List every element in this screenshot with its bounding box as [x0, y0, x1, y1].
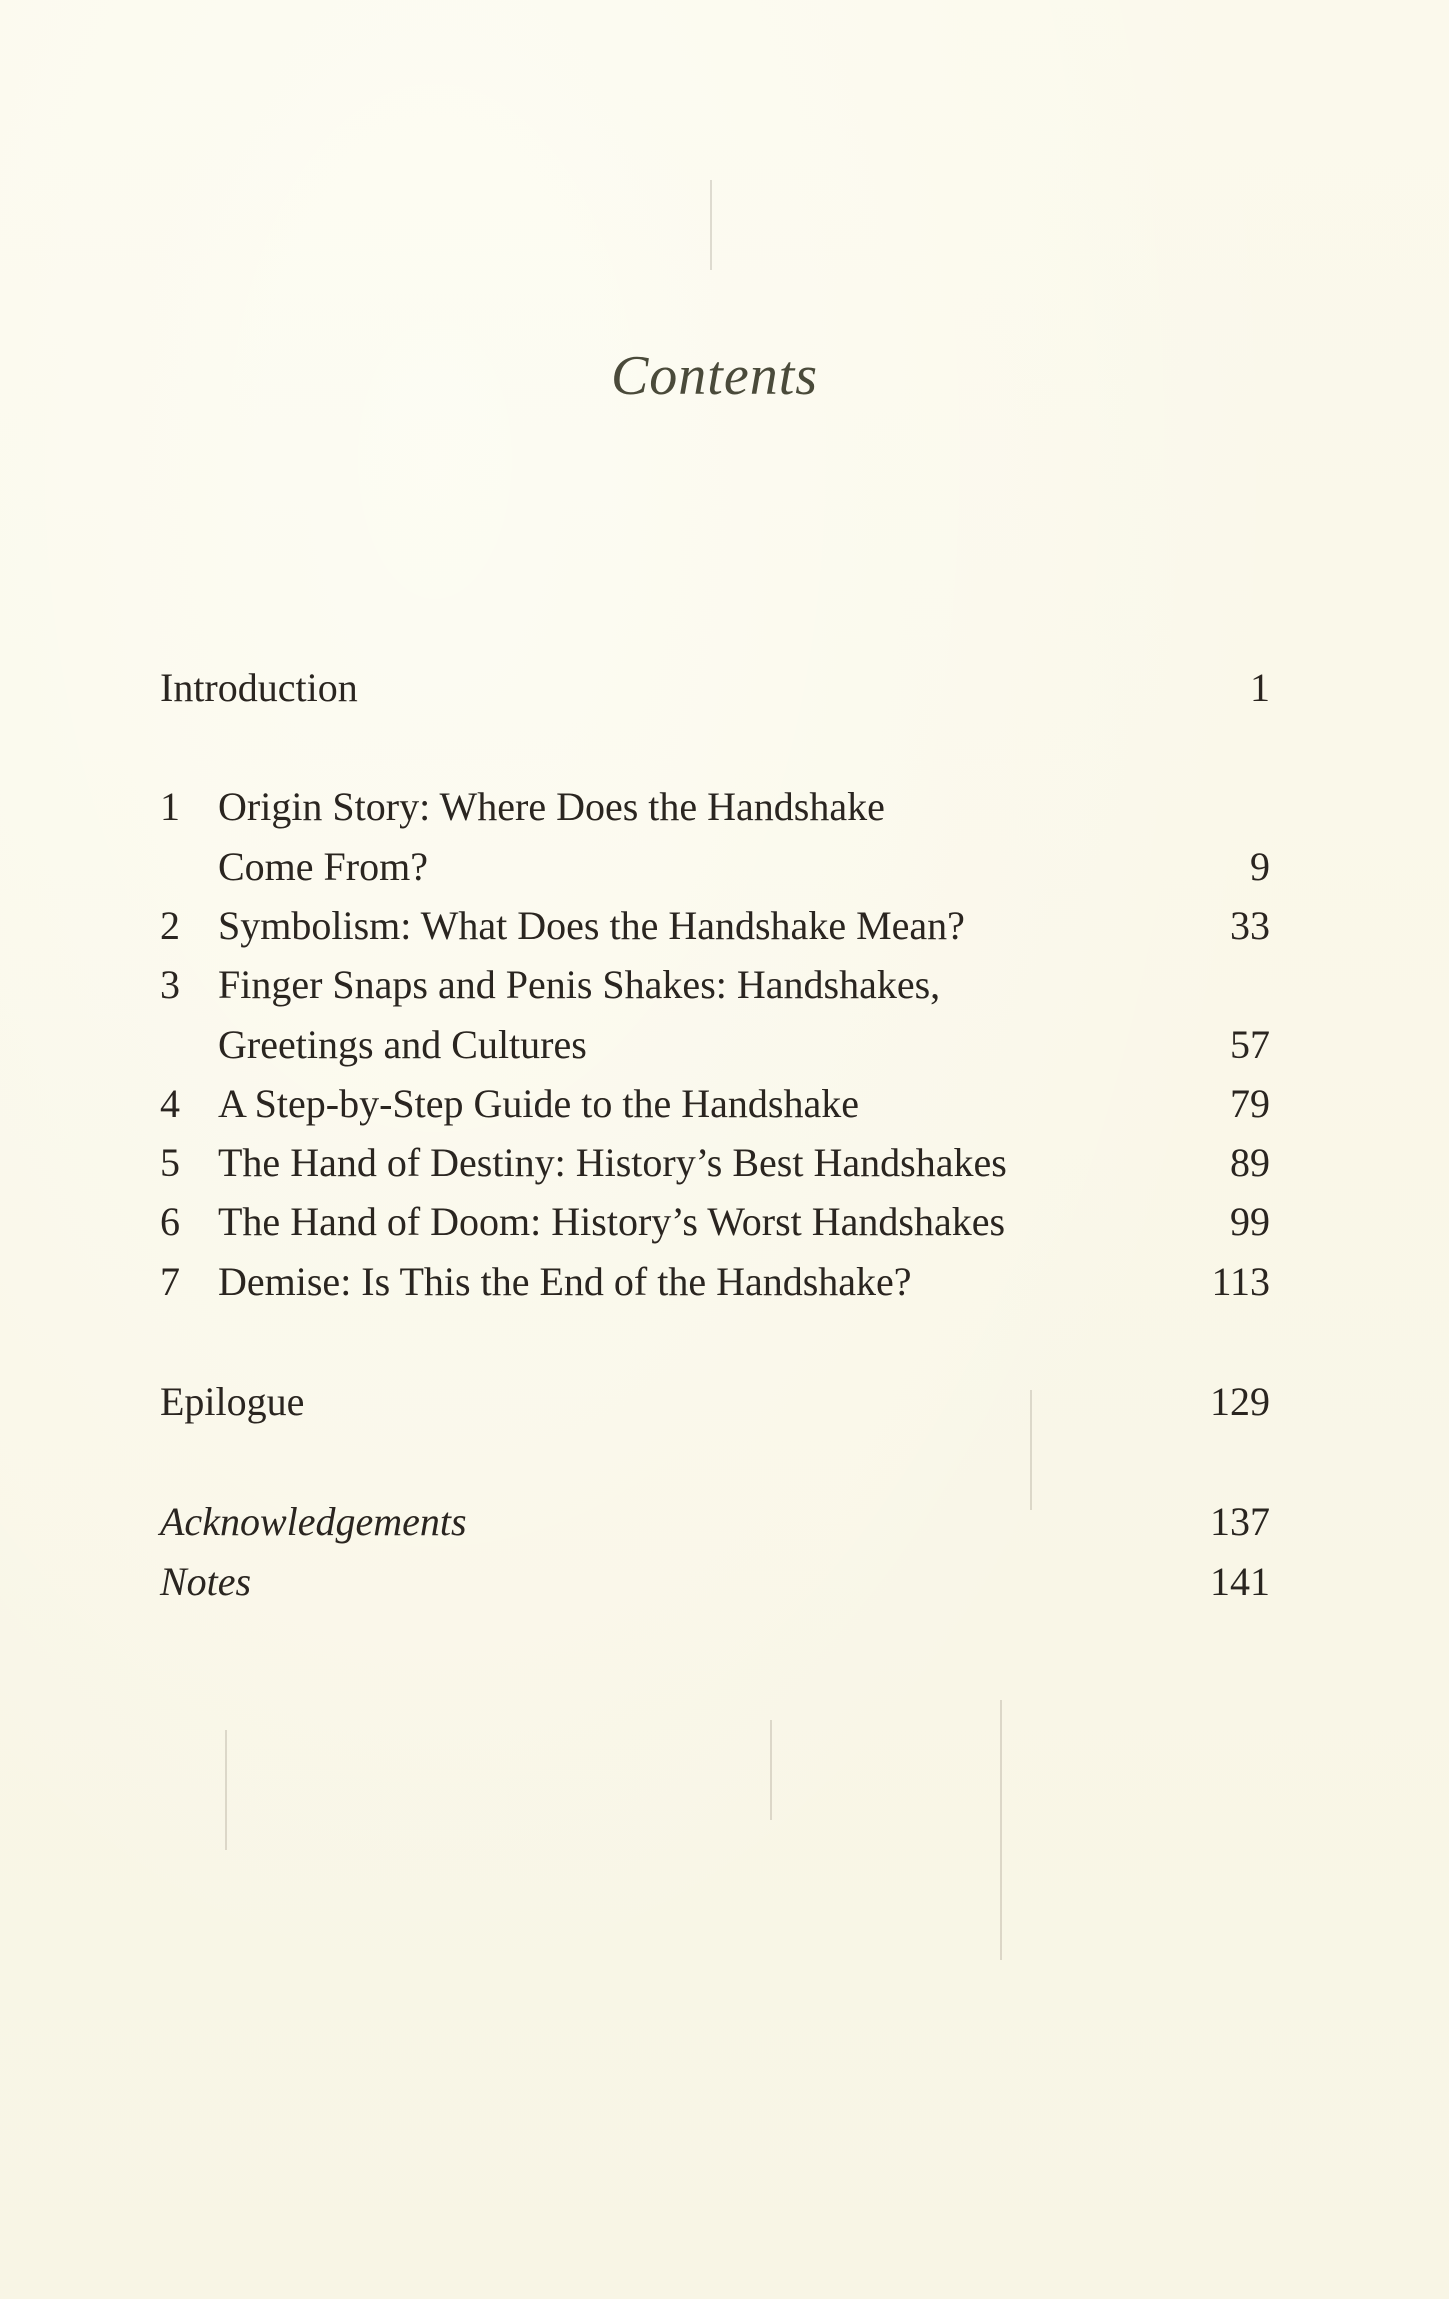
chapter-title: Finger Snaps and Penis Shakes: Handshakes, — [218, 962, 941, 1007]
entry-label: Notes — [160, 1559, 252, 1604]
chapter-number: 1 — [160, 784, 180, 829]
chapter-number: 5 — [160, 1140, 180, 1185]
chapter-title: A Step-by-Step Guide to the Handshake — [218, 1081, 859, 1126]
entry-label: Epilogue — [160, 1379, 305, 1424]
scan-mark — [710, 180, 712, 270]
entry-label: Acknowledgements — [160, 1499, 467, 1544]
chapter-number: 2 — [160, 903, 180, 948]
entry-page-number: 137 — [1210, 1499, 1270, 1544]
chapter-title: Symbolism: What Does the Handshake Mean? — [218, 903, 965, 948]
chapter-number: 6 — [160, 1199, 180, 1244]
scan-mark — [1030, 1390, 1032, 1510]
entry-page-number: 33 — [1230, 903, 1270, 948]
entry-page-number: 113 — [1211, 1259, 1270, 1304]
chapter-number: 3 — [160, 962, 180, 1007]
page-title: Contents — [610, 345, 819, 407]
entry-page-number: 99 — [1230, 1199, 1270, 1244]
entry-label: Introduction — [160, 665, 358, 710]
entry-page-number: 57 — [1230, 1022, 1270, 1067]
chapter-title: The Hand of Doom: History’s Worst Handshakes — [218, 1199, 1006, 1244]
chapter-number: 7 — [160, 1259, 180, 1304]
scan-mark — [1000, 1700, 1002, 1960]
entry-page-number: 141 — [1210, 1559, 1270, 1604]
entry-page-number: 9 — [1250, 844, 1270, 889]
entry-page-number: 1 — [1250, 665, 1270, 710]
entry-page-number: 89 — [1230, 1140, 1270, 1185]
chapter-title: Origin Story: Where Does the Handshake — [218, 784, 885, 829]
entry-page-number: 79 — [1230, 1081, 1270, 1126]
scan-mark — [770, 1720, 772, 1820]
chapter-title: The Hand of Destiny: History’s Best Handshakes — [218, 1140, 1007, 1185]
chapter-number: 4 — [160, 1081, 180, 1126]
entry-page-number: 129 — [1210, 1379, 1270, 1424]
chapter-title-cont: Greetings and Cultures — [218, 1022, 587, 1067]
chapter-title-cont: Come From? — [218, 844, 428, 889]
scan-mark — [225, 1730, 227, 1850]
chapter-title: Demise: Is This the End of the Handshake? — [218, 1259, 912, 1304]
